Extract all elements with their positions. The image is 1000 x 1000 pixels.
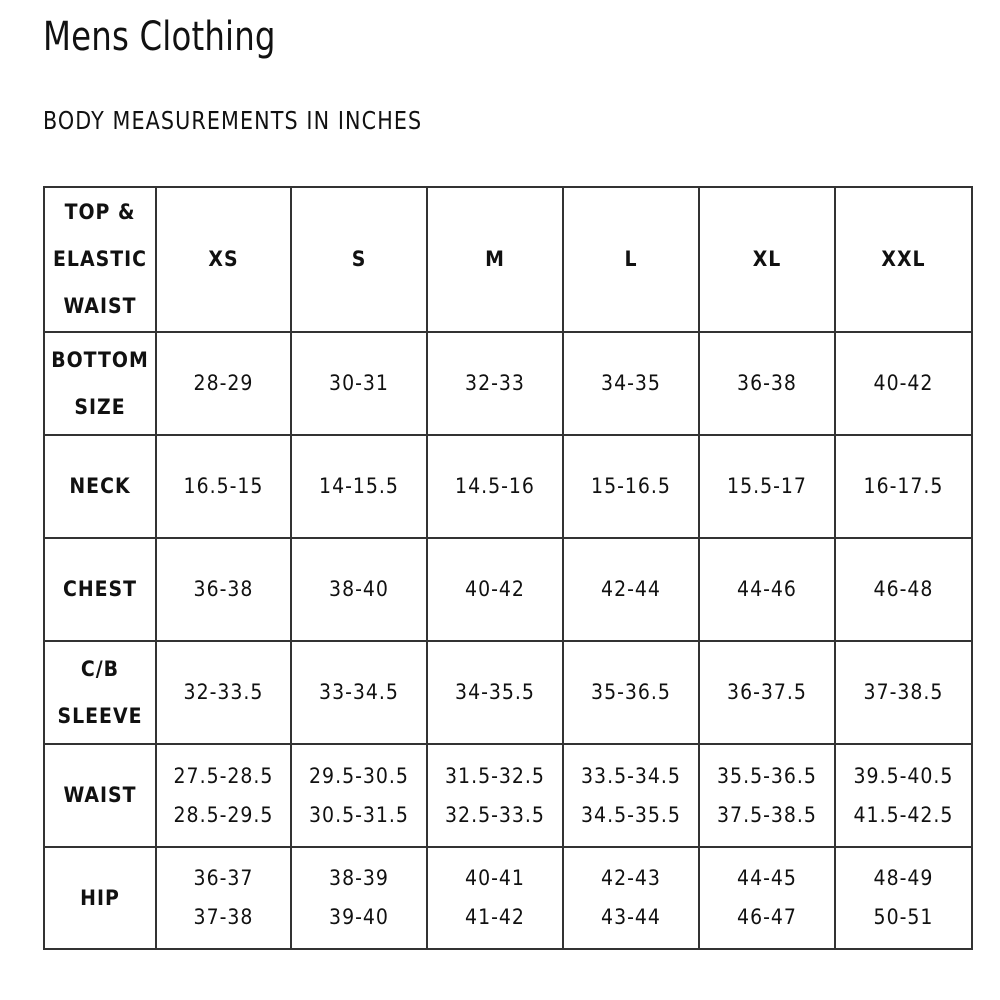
table-row-bottom-size xyxy=(44,332,972,435)
table-cell: 34-35.5 xyxy=(427,641,563,744)
table-cell: 37-38.5 xyxy=(835,641,972,744)
table-row-cb-sleeve xyxy=(44,641,972,744)
table-cell: 36-38 xyxy=(699,332,835,435)
table-cell: 16-17.5 xyxy=(835,435,972,538)
cell-line: 28.5-29.5 xyxy=(173,802,274,827)
table-cell: 40-42 xyxy=(427,538,563,641)
cell-line: 43-44 xyxy=(601,905,661,929)
cell-line: 30.5-31.5 xyxy=(309,802,409,827)
table-cell xyxy=(156,847,291,949)
corner-header-line: WAIST xyxy=(63,294,137,318)
page-title: Mens Clothing xyxy=(43,14,276,60)
cell-line: 44-45 xyxy=(737,866,797,890)
table-cell: 46-48 xyxy=(835,538,972,641)
table-cell: 33-34.5 xyxy=(291,641,427,744)
table-cell: 15.5-17 xyxy=(699,435,835,538)
cell-line: 27.5-28.5 xyxy=(173,763,274,788)
cell-line: 39-40 xyxy=(329,905,389,929)
cell-line: 41.5-42.5 xyxy=(853,802,954,827)
cell-line: 35.5-36.5 xyxy=(717,763,817,788)
table-row-chest xyxy=(44,538,972,641)
cell-line: 36-37 xyxy=(193,866,254,890)
table-cell: 28-29 xyxy=(156,332,291,435)
table-cell xyxy=(291,847,427,949)
table-cell: 36-37.5 xyxy=(699,641,835,744)
header-row xyxy=(44,187,972,332)
table-cell xyxy=(563,744,699,847)
table-cell: 32-33.5 xyxy=(156,641,291,744)
table-cell: 14-15.5 xyxy=(291,435,427,538)
size-chart-table xyxy=(43,186,973,950)
cell-line: 34.5-35.5 xyxy=(581,802,681,827)
table-cell: 14.5-16 xyxy=(427,435,563,538)
cell-line: 29.5-30.5 xyxy=(309,763,409,788)
corner-header-line: ELASTIC xyxy=(53,247,147,271)
table-cell xyxy=(563,847,699,949)
table-row-neck xyxy=(44,435,972,538)
table-cell: 44-46 xyxy=(699,538,835,641)
cell-line: 39.5-40.5 xyxy=(853,763,954,788)
size-header-xl: XL xyxy=(699,187,835,332)
cell-line: 42-43 xyxy=(601,866,661,890)
table-cell xyxy=(291,744,427,847)
table-cell: 40-42 xyxy=(835,332,972,435)
cell-line: 48-49 xyxy=(873,866,934,890)
row-label-line: SIZE xyxy=(74,394,126,419)
cell-line: 40-41 xyxy=(465,866,525,890)
table-cell: 38-40 xyxy=(291,538,427,641)
table-cell xyxy=(156,744,291,847)
table-cell xyxy=(699,847,835,949)
row-label-line: SLEEVE xyxy=(57,703,143,728)
table-cell xyxy=(835,744,972,847)
row-label-bottom-size xyxy=(44,332,156,435)
table-cell xyxy=(699,744,835,847)
cell-line: 41-42 xyxy=(465,905,525,929)
cell-line: 32.5-33.5 xyxy=(445,802,545,827)
table-cell: 35-36.5 xyxy=(563,641,699,744)
table-cell: 36-38 xyxy=(156,538,291,641)
cell-line: 31.5-32.5 xyxy=(445,763,545,788)
cell-line: 46-47 xyxy=(737,905,797,929)
row-label-neck: NECK xyxy=(44,435,156,538)
row-label-line: C/B xyxy=(80,656,120,681)
table-row-hip xyxy=(44,847,972,949)
size-header-l: L xyxy=(563,187,699,332)
size-header-m: M xyxy=(427,187,563,332)
size-header-xxl: XXL xyxy=(835,187,972,332)
cell-line: 37-38 xyxy=(193,905,254,929)
table-cell: 42-44 xyxy=(563,538,699,641)
cell-line: 50-51 xyxy=(873,905,934,929)
table-row-waist xyxy=(44,744,972,847)
table-cell xyxy=(427,847,563,949)
table-cell: 32-33 xyxy=(427,332,563,435)
table-cell: 16.5-15 xyxy=(156,435,291,538)
table-cell: 34-35 xyxy=(563,332,699,435)
table-cell xyxy=(427,744,563,847)
table-cell xyxy=(835,847,972,949)
row-label-hip: HIP xyxy=(44,847,156,949)
table-cell: 15-16.5 xyxy=(563,435,699,538)
size-header-xs: XS xyxy=(156,187,291,332)
table-cell: 30-31 xyxy=(291,332,427,435)
corner-header-cell xyxy=(44,187,156,332)
row-label-line: BOTTOM xyxy=(51,347,149,372)
cell-line: 33.5-34.5 xyxy=(581,763,681,788)
row-label-chest: CHEST xyxy=(44,538,156,641)
size-header-s: S xyxy=(291,187,427,332)
page-subtitle: BODY MEASUREMENTS IN INCHES xyxy=(43,106,423,135)
cell-line: 38-39 xyxy=(329,866,389,890)
corner-header-line: TOP & xyxy=(64,200,136,224)
row-label-cb-sleeve xyxy=(44,641,156,744)
row-label-waist: WAIST xyxy=(44,744,156,847)
cell-line: 37.5-38.5 xyxy=(717,802,817,827)
